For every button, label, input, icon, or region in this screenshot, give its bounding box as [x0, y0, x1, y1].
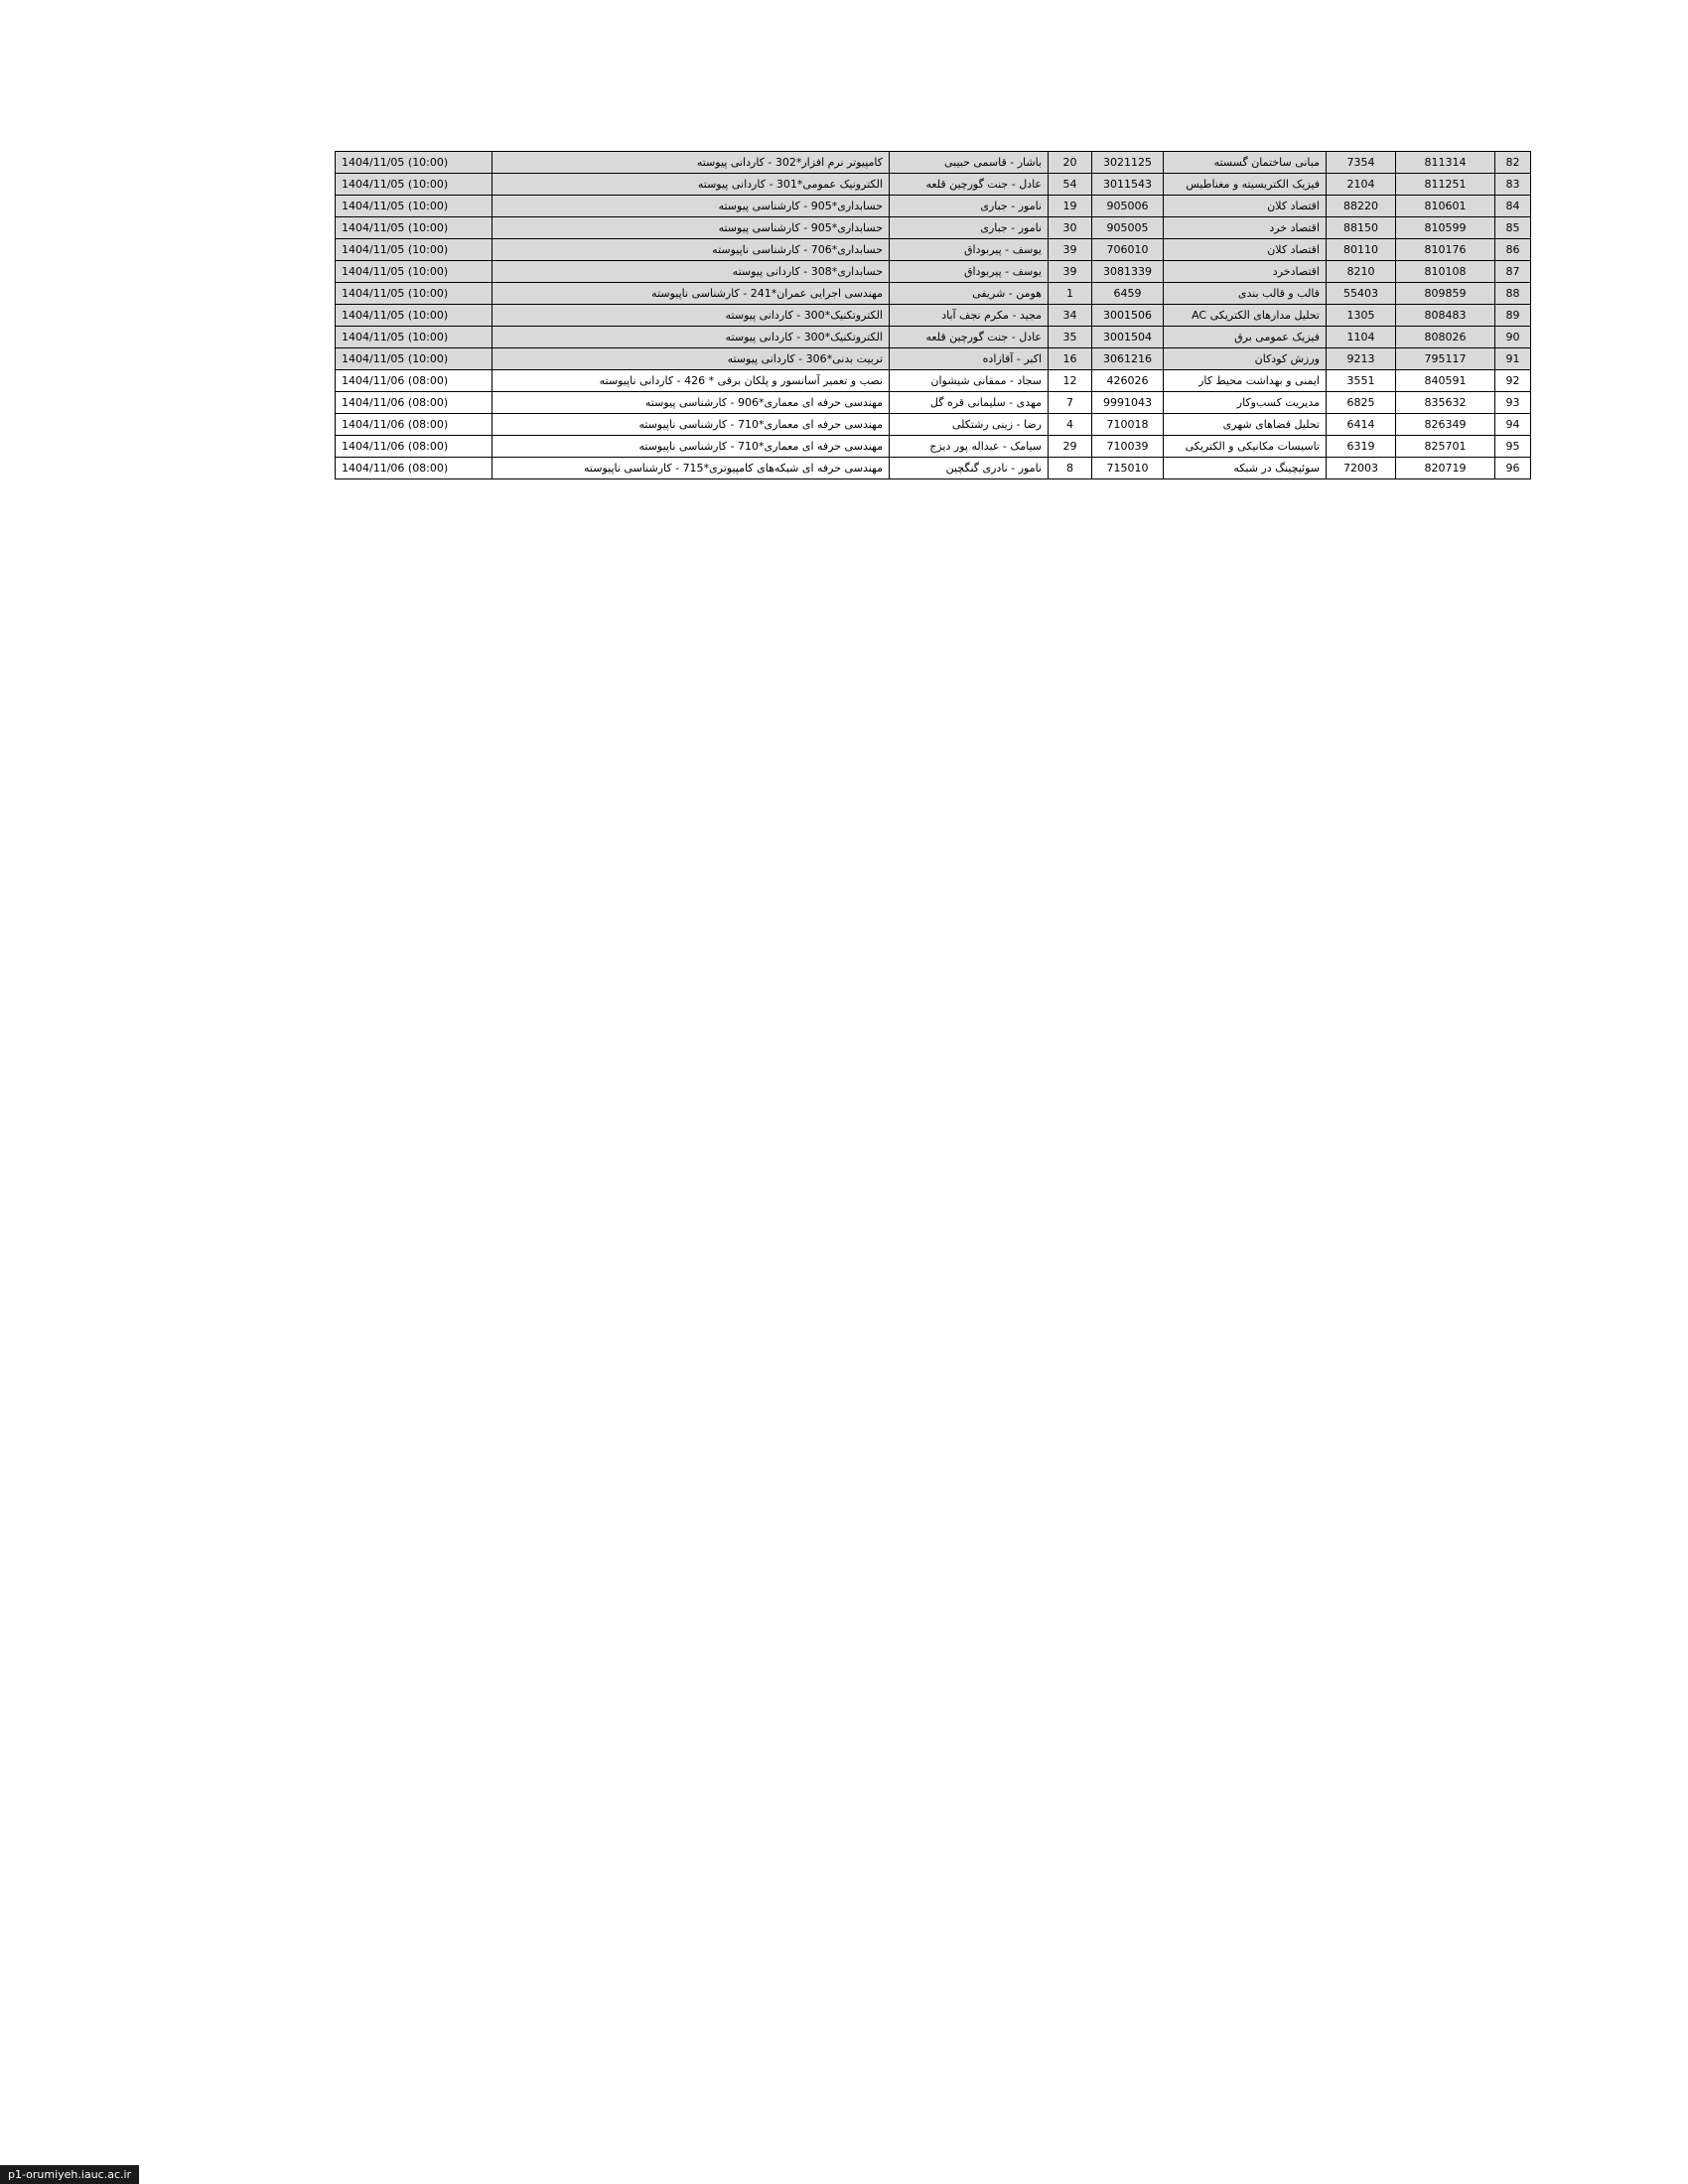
exam-datetime: 1404/11/05 (10:00) [336, 348, 492, 370]
student-count: 35 [1049, 327, 1092, 348]
course-code: 810176 [1396, 239, 1495, 261]
group-code: 3061216 [1092, 348, 1164, 370]
course-name: سوئیچینگ در شبکه [1164, 458, 1327, 479]
table-row [336, 283, 1531, 305]
table-row [336, 305, 1531, 327]
course-code: 820719 [1396, 458, 1495, 479]
teacher-name: عادل - جنت گورچین قلعه [890, 327, 1049, 348]
field-of-study: مهندسی حرفه ای معماری*906 - کارشناسی پیوسته [492, 392, 890, 414]
group-code: 9991043 [1092, 392, 1164, 414]
table-row [336, 348, 1531, 370]
course-number: 55403 [1327, 283, 1396, 305]
course-name: اقتصادخرد [1164, 261, 1327, 283]
course-name: اقتصاد کلان [1164, 239, 1327, 261]
exam-datetime: 1404/11/05 (10:00) [336, 283, 492, 305]
field-of-study: مهندسی حرفه ای شبکه‌های کامپیوتری*715 - کارشناسی ناپیوسته [492, 458, 890, 479]
student-count: 30 [1049, 217, 1092, 239]
exam-datetime: 1404/11/05 (10:00) [336, 196, 492, 217]
teacher-name: نامور - جباری [890, 217, 1049, 239]
row-index: 83 [1495, 174, 1531, 196]
course-name: فیزیک الکتریسیته و مغناطیس [1164, 174, 1327, 196]
row-index: 94 [1495, 414, 1531, 436]
row-index: 84 [1495, 196, 1531, 217]
course-number: 88220 [1327, 196, 1396, 217]
course-number: 2104 [1327, 174, 1396, 196]
field-of-study: مهندسی حرفه ای معماری*710 - کارشناسی ناپیوسته [492, 414, 890, 436]
course-code: 811314 [1396, 152, 1495, 174]
course-number: 1305 [1327, 305, 1396, 327]
course-code: 809859 [1396, 283, 1495, 305]
course-number: 9213 [1327, 348, 1396, 370]
course-name: مدیریت کسب‌وکار [1164, 392, 1327, 414]
group-code: 6459 [1092, 283, 1164, 305]
course-name: مبانی ساختمان گسسته [1164, 152, 1327, 174]
group-code: 710039 [1092, 436, 1164, 458]
row-index: 85 [1495, 217, 1531, 239]
exam-datetime: 1404/11/05 (10:00) [336, 305, 492, 327]
group-code: 426026 [1092, 370, 1164, 392]
course-name: تاسیسات مکانیکی و الکتریکی [1164, 436, 1327, 458]
field-of-study: الکتروتکنیک*300 - کاردانی پیوسته [492, 327, 890, 348]
field-of-study: تربیت بدنی*306 - کاردانی پیوسته [492, 348, 890, 370]
row-index: 95 [1495, 436, 1531, 458]
group-code: 715010 [1092, 458, 1164, 479]
course-code: 795117 [1396, 348, 1495, 370]
row-index: 91 [1495, 348, 1531, 370]
course-code: 835632 [1396, 392, 1495, 414]
course-name: اقتصاد کلان [1164, 196, 1327, 217]
student-count: 34 [1049, 305, 1092, 327]
row-index: 90 [1495, 327, 1531, 348]
course-code: 810108 [1396, 261, 1495, 283]
course-number: 72003 [1327, 458, 1396, 479]
student-count: 54 [1049, 174, 1092, 196]
student-count: 39 [1049, 261, 1092, 283]
table-row [336, 327, 1531, 348]
table-row [336, 370, 1531, 392]
course-number: 8210 [1327, 261, 1396, 283]
field-of-study: حسابداری*308 - کاردانی پیوسته [492, 261, 890, 283]
course-code: 808026 [1396, 327, 1495, 348]
row-index: 82 [1495, 152, 1531, 174]
course-code: 811251 [1396, 174, 1495, 196]
field-of-study: مهندسی حرفه ای معماری*710 - کارشناسی ناپیوسته [492, 436, 890, 458]
course-number: 6825 [1327, 392, 1396, 414]
teacher-name: رضا - زینی رشتکلی [890, 414, 1049, 436]
student-count: 29 [1049, 436, 1092, 458]
teacher-name: نامور - جباری [890, 196, 1049, 217]
exam-datetime: 1404/11/05 (10:00) [336, 152, 492, 174]
student-count: 39 [1049, 239, 1092, 261]
field-of-study: مهندسی اجرایی عمران*241 - کارشناسی ناپیوسته [492, 283, 890, 305]
student-count: 8 [1049, 458, 1092, 479]
group-code: 3011543 [1092, 174, 1164, 196]
group-code: 3081339 [1092, 261, 1164, 283]
exam-datetime: 1404/11/05 (10:00) [336, 217, 492, 239]
group-code: 3001504 [1092, 327, 1164, 348]
course-code: 826349 [1396, 414, 1495, 436]
table-row [336, 174, 1531, 196]
row-index: 86 [1495, 239, 1531, 261]
table-row [336, 436, 1531, 458]
teacher-name: سجاد - ممقانی شیشوان [890, 370, 1049, 392]
row-index: 96 [1495, 458, 1531, 479]
teacher-name: یوسف - پیربوداق [890, 261, 1049, 283]
exam-schedule-sheet [335, 151, 1530, 479]
course-number: 6319 [1327, 436, 1396, 458]
exam-datetime: 1404/11/05 (10:00) [336, 174, 492, 196]
exam-datetime: 1404/11/06 (08:00) [336, 458, 492, 479]
exam-datetime: 1404/11/05 (10:00) [336, 261, 492, 283]
course-name: قالب و قالب بندی [1164, 283, 1327, 305]
row-index: 92 [1495, 370, 1531, 392]
course-code: 810601 [1396, 196, 1495, 217]
teacher-name: نامور - نادری گنگچین [890, 458, 1049, 479]
group-code: 3021125 [1092, 152, 1164, 174]
course-name: ایمنی و بهداشت محیط کار [1164, 370, 1327, 392]
field-of-study: حسابداری*905 - کارشناسی پیوسته [492, 217, 890, 239]
exam-schedule-table [335, 151, 1531, 479]
student-count: 16 [1049, 348, 1092, 370]
field-of-study: کامپیوتر نرم افزار*302 - کاردانی پیوسته [492, 152, 890, 174]
teacher-name: اکبر - آقازاده [890, 348, 1049, 370]
course-name: ورزش کودکان [1164, 348, 1327, 370]
student-count: 12 [1049, 370, 1092, 392]
table-row [336, 217, 1531, 239]
course-number: 6414 [1327, 414, 1396, 436]
table-row [336, 239, 1531, 261]
teacher-name: یوسف - پیربوداق [890, 239, 1049, 261]
teacher-name: هومن - شریفی [890, 283, 1049, 305]
course-code: 810599 [1396, 217, 1495, 239]
course-number: 7354 [1327, 152, 1396, 174]
course-name: تحلیل مدارهای الکتریکی AC [1164, 305, 1327, 327]
exam-datetime: 1404/11/06 (08:00) [336, 370, 492, 392]
course-code: 840591 [1396, 370, 1495, 392]
row-index: 93 [1495, 392, 1531, 414]
course-name: اقتصاد خرد [1164, 217, 1327, 239]
group-code: 3001506 [1092, 305, 1164, 327]
table-row [336, 458, 1531, 479]
row-index: 89 [1495, 305, 1531, 327]
course-number: 3551 [1327, 370, 1396, 392]
teacher-name: مهدی - سلیمانی قره گل [890, 392, 1049, 414]
table-row [336, 196, 1531, 217]
table-row [336, 414, 1531, 436]
table-row [336, 261, 1531, 283]
exam-datetime: 1404/11/05 (10:00) [336, 239, 492, 261]
course-code: 808483 [1396, 305, 1495, 327]
row-index: 87 [1495, 261, 1531, 283]
student-count: 19 [1049, 196, 1092, 217]
student-count: 7 [1049, 392, 1092, 414]
teacher-name: مجید - مکرم نجف آباد [890, 305, 1049, 327]
student-count: 4 [1049, 414, 1092, 436]
exam-datetime: 1404/11/05 (10:00) [336, 327, 492, 348]
field-of-study: حسابداری*905 - کارشناسی پیوسته [492, 196, 890, 217]
group-code: 905005 [1092, 217, 1164, 239]
row-index: 88 [1495, 283, 1531, 305]
group-code: 710018 [1092, 414, 1164, 436]
teacher-name: باشار - قاسمی حبیبی [890, 152, 1049, 174]
exam-datetime: 1404/11/06 (08:00) [336, 414, 492, 436]
course-number: 1104 [1327, 327, 1396, 348]
site-watermark: p1-orumiyeh.iauc.ac.ir [0, 2165, 139, 2184]
exam-datetime: 1404/11/06 (08:00) [336, 392, 492, 414]
group-code: 905006 [1092, 196, 1164, 217]
group-code: 706010 [1092, 239, 1164, 261]
student-count: 20 [1049, 152, 1092, 174]
course-name: فیزیک عمومی برق [1164, 327, 1327, 348]
exam-datetime: 1404/11/06 (08:00) [336, 436, 492, 458]
student-count: 1 [1049, 283, 1092, 305]
table-row [336, 392, 1531, 414]
course-code: 825701 [1396, 436, 1495, 458]
course-name: تحلیل فضاهای شهری [1164, 414, 1327, 436]
course-number: 80110 [1327, 239, 1396, 261]
teacher-name: سیامک - عبداله پور دیزج [890, 436, 1049, 458]
field-of-study: الکترونیک عمومی*301 - کاردانی پیوسته [492, 174, 890, 196]
table-row [336, 152, 1531, 174]
field-of-study: الکتروتکنیک*300 - کاردانی پیوسته [492, 305, 890, 327]
field-of-study: نصب و تعمیر آسانسور و پلکان برقی * 426 - کاردانی ناپیوسته [492, 370, 890, 392]
teacher-name: عادل - جنت گورچین قلعه [890, 174, 1049, 196]
course-number: 88150 [1327, 217, 1396, 239]
field-of-study: حسابداری*706 - کارشناسی ناپیوسته [492, 239, 890, 261]
